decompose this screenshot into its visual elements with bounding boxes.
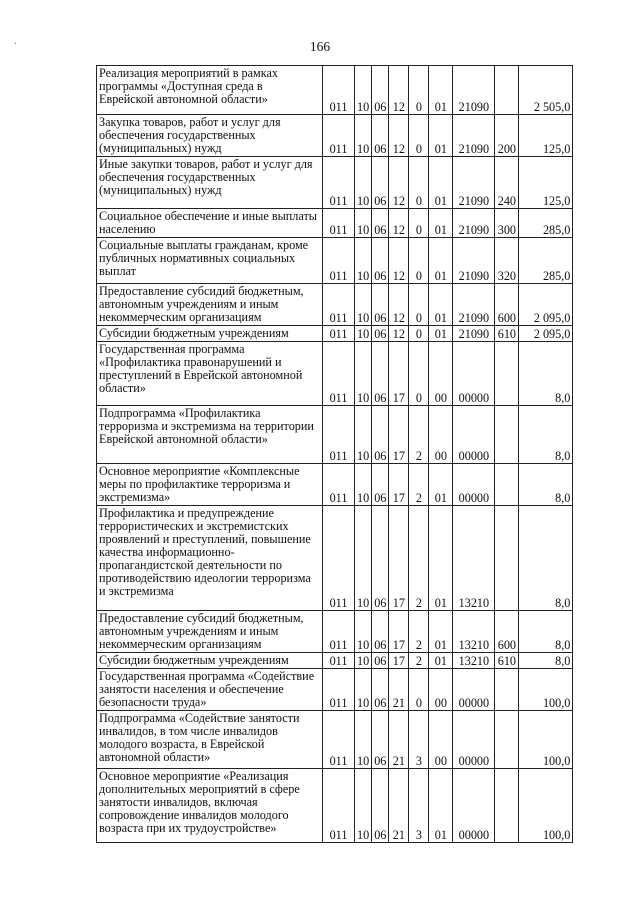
amount-cell: 100,0 (519, 769, 573, 843)
subprogram-code-cell: 0 (409, 669, 429, 711)
table-row (97, 406, 573, 464)
section-code-cell: 10 (355, 769, 372, 843)
section-code-cell: 10 (355, 115, 372, 157)
item-name: Закупка товаров, работ и услуг для обеспечения государственных (муниципальных) нужд (99, 115, 281, 155)
event-code-cell: 01 (429, 66, 453, 115)
subsection-code-cell: 06 (372, 406, 389, 464)
section-code-cell: 10 (355, 66, 372, 115)
subsection-code-cell: 06 (372, 711, 389, 769)
item-name: Субсидии бюджетным учреждениям (99, 326, 289, 340)
event-code-cell: 01 (429, 611, 453, 653)
ministry-code-cell: 011 (323, 157, 355, 209)
program-code-cell: 21 (389, 769, 409, 843)
expense-type-cell (495, 506, 519, 611)
item-name: Государственная программа «Содействие занятости населения и обеспечение безопасности труда» (99, 669, 315, 709)
item-name: Основное мероприятие «Комплексные меры по профилактике терроризма и экстремизма» (99, 464, 300, 504)
program-code-cell: 12 (389, 238, 409, 284)
program-code-cell: 17 (389, 653, 409, 669)
expense-type-cell: 610 (495, 326, 519, 342)
direction-code-cell: 21090 (453, 157, 495, 209)
program-code-cell: 17 (389, 406, 409, 464)
program-code-cell: 12 (389, 209, 409, 238)
item-name-cell (97, 711, 323, 769)
section-code-cell: 10 (355, 506, 372, 611)
expense-type-cell: 200 (495, 115, 519, 157)
direction-code-cell: 00000 (453, 406, 495, 464)
subsection-code-cell: 06 (372, 209, 389, 238)
item-name: Профилактика и предупреждение террористических и экстремистских проявлений и преступлений, повышение качества информационно-пропагандистской деятельности по противодействию идеологии терроризма и экстремизма (99, 506, 311, 598)
item-name-cell (97, 506, 323, 611)
direction-code-cell: 13210 (453, 611, 495, 653)
section-code-cell: 10 (355, 711, 372, 769)
program-code-cell: 17 (389, 506, 409, 611)
program-code-cell: 17 (389, 611, 409, 653)
program-code-cell: 17 (389, 342, 409, 406)
item-name: Иные закупки товаров, работ и услуг для обеспечения государственных (муниципальных) нужд (99, 157, 313, 197)
event-code-cell: 00 (429, 342, 453, 406)
section-code-cell: 10 (355, 406, 372, 464)
amount-cell: 2 505,0 (519, 66, 573, 115)
program-code-cell: 17 (389, 464, 409, 506)
item-name: Субсидии бюджетным учреждениям (99, 653, 289, 667)
expense-type-cell (495, 342, 519, 406)
table-row (97, 464, 573, 506)
direction-code-cell: 00000 (453, 342, 495, 406)
direction-code-cell: 00000 (453, 769, 495, 843)
item-name-cell (97, 669, 323, 711)
direction-code-cell: 21090 (453, 284, 495, 326)
amount-cell: 100,0 (519, 669, 573, 711)
subprogram-code-cell: 2 (409, 506, 429, 611)
direction-code-cell: 21090 (453, 326, 495, 342)
subsection-code-cell: 06 (372, 669, 389, 711)
ministry-code-cell: 011 (323, 711, 355, 769)
item-name-cell (97, 406, 323, 464)
event-code-cell: 01 (429, 464, 453, 506)
program-code-cell: 12 (389, 115, 409, 157)
amount-cell: 8,0 (519, 406, 573, 464)
subsection-code-cell: 06 (372, 238, 389, 284)
section-code-cell: 10 (355, 464, 372, 506)
event-code-cell: 01 (429, 238, 453, 284)
budget-table (96, 65, 573, 843)
table-row (97, 326, 573, 342)
section-code-cell: 10 (355, 238, 372, 284)
ministry-code-cell: 011 (323, 115, 355, 157)
program-code-cell: 21 (389, 669, 409, 711)
expense-type-cell (495, 669, 519, 711)
event-code-cell: 01 (429, 209, 453, 238)
item-name: Предоставление субсидий бюджетным, автономным учреждениям и иным некоммерческим организациям (99, 611, 304, 651)
item-name-cell (97, 157, 323, 209)
direction-code-cell: 21090 (453, 66, 495, 115)
table-row (97, 115, 573, 157)
amount-cell: 125,0 (519, 115, 573, 157)
amount-cell: 8,0 (519, 506, 573, 611)
table-row (97, 769, 573, 843)
subsection-code-cell: 06 (372, 769, 389, 843)
expense-type-cell (495, 464, 519, 506)
subprogram-code-cell: 0 (409, 342, 429, 406)
item-name: Подпрограмма «Профилактика терроризма и экстремизма на территории Еврейской автономной области» (99, 406, 314, 446)
direction-code-cell: 21090 (453, 238, 495, 284)
subprogram-code-cell: 0 (409, 284, 429, 326)
section-code-cell: 10 (355, 157, 372, 209)
ministry-code-cell: 011 (323, 406, 355, 464)
ministry-code-cell: 011 (323, 611, 355, 653)
event-code-cell: 01 (429, 115, 453, 157)
expense-type-cell (495, 711, 519, 769)
subprogram-code-cell: 2 (409, 611, 429, 653)
ministry-code-cell: 011 (323, 769, 355, 843)
amount-cell: 8,0 (519, 342, 573, 406)
ministry-code-cell: 011 (323, 284, 355, 326)
event-code-cell: 00 (429, 669, 453, 711)
expense-type-cell: 600 (495, 284, 519, 326)
table-row (97, 209, 573, 238)
ministry-code-cell: 011 (323, 464, 355, 506)
event-code-cell: 01 (429, 506, 453, 611)
program-code-cell: 12 (389, 326, 409, 342)
item-name-cell (97, 611, 323, 653)
subsection-code-cell: 06 (372, 611, 389, 653)
direction-code-cell: 13210 (453, 653, 495, 669)
subsection-code-cell: 06 (372, 464, 389, 506)
event-code-cell: 00 (429, 406, 453, 464)
direction-code-cell: 00000 (453, 669, 495, 711)
ministry-code-cell: 011 (323, 653, 355, 669)
amount-cell: 8,0 (519, 464, 573, 506)
subprogram-code-cell: 0 (409, 157, 429, 209)
expense-type-cell (495, 406, 519, 464)
section-code-cell: 10 (355, 342, 372, 406)
subsection-code-cell: 06 (372, 342, 389, 406)
ministry-code-cell: 011 (323, 326, 355, 342)
item-name: Социальные выплаты гражданам, кроме публичных нормативных социальных выплат (99, 238, 309, 278)
subprogram-code-cell: 3 (409, 769, 429, 843)
item-name-cell (97, 464, 323, 506)
subprogram-code-cell: 0 (409, 115, 429, 157)
amount-cell: 2 095,0 (519, 326, 573, 342)
item-name: Подпрограмма «Содействие занятости инвалидов, в том числе инвалидов молодого возраста, в Еврейской автономной области» (99, 711, 300, 764)
item-name: Социальное обеспечение и иные выплаты населению (99, 209, 317, 236)
section-code-cell: 10 (355, 209, 372, 238)
section-code-cell: 10 (355, 284, 372, 326)
expense-type-cell (495, 66, 519, 115)
ministry-code-cell: 011 (323, 238, 355, 284)
table-row (97, 342, 573, 406)
ministry-code-cell: 011 (323, 506, 355, 611)
item-name: Государственная программа «Профилактика правонарушений и преступлений в Еврейской автономной области» (99, 342, 303, 395)
item-name-cell (97, 769, 323, 843)
expense-type-cell: 240 (495, 157, 519, 209)
event-code-cell: 01 (429, 157, 453, 209)
ministry-code-cell: 011 (323, 342, 355, 406)
subprogram-code-cell: 0 (409, 326, 429, 342)
event-code-cell: 01 (429, 284, 453, 326)
program-code-cell: 12 (389, 284, 409, 326)
program-code-cell: 12 (389, 157, 409, 209)
item-name-cell (97, 342, 323, 406)
item-name-cell (97, 238, 323, 284)
item-name-cell (97, 284, 323, 326)
item-name-cell (97, 209, 323, 238)
table-row (97, 66, 573, 115)
section-code-cell: 10 (355, 611, 372, 653)
page-speck: . (14, 36, 17, 47)
event-code-cell: 01 (429, 326, 453, 342)
section-code-cell: 10 (355, 653, 372, 669)
subsection-code-cell: 06 (372, 326, 389, 342)
subsection-code-cell: 06 (372, 284, 389, 326)
item-name-cell (97, 326, 323, 342)
subsection-code-cell: 06 (372, 653, 389, 669)
table-row (97, 669, 573, 711)
item-name: Основное мероприятие «Реализация дополнительных мероприятий в сфере занятости инвалидов, включая сопровождение инвалидов молодого возраста при их трудоустройстве» (99, 769, 300, 835)
subsection-code-cell: 06 (372, 157, 389, 209)
amount-cell: 2 095,0 (519, 284, 573, 326)
item-name: Предоставление субсидий бюджетным, автономным учреждениям и иным некоммерческим организациям (99, 284, 304, 324)
direction-code-cell: 21090 (453, 209, 495, 238)
event-code-cell: 00 (429, 711, 453, 769)
amount-cell: 100,0 (519, 711, 573, 769)
item-name-cell (97, 653, 323, 669)
amount-cell: 285,0 (519, 238, 573, 284)
item-name-cell (97, 66, 323, 115)
expense-type-cell (495, 769, 519, 843)
item-name: Реализация мероприятий в рамках программы «Доступная среда в Еврейской автономной области» (99, 66, 278, 106)
subsection-code-cell: 06 (372, 506, 389, 611)
subprogram-code-cell: 2 (409, 406, 429, 464)
table-row (97, 506, 573, 611)
amount-cell: 8,0 (519, 653, 573, 669)
program-code-cell: 12 (389, 66, 409, 115)
event-code-cell: 01 (429, 653, 453, 669)
section-code-cell: 10 (355, 326, 372, 342)
subsection-code-cell: 06 (372, 115, 389, 157)
table-row (97, 238, 573, 284)
table-row (97, 157, 573, 209)
subprogram-code-cell: 0 (409, 209, 429, 238)
subprogram-code-cell: 3 (409, 711, 429, 769)
subprogram-code-cell: 0 (409, 66, 429, 115)
amount-cell: 8,0 (519, 611, 573, 653)
subprogram-code-cell: 0 (409, 238, 429, 284)
event-code-cell: 01 (429, 769, 453, 843)
subprogram-code-cell: 2 (409, 464, 429, 506)
program-code-cell: 21 (389, 711, 409, 769)
expense-type-cell: 600 (495, 611, 519, 653)
table-row (97, 611, 573, 653)
direction-code-cell: 13210 (453, 506, 495, 611)
expense-type-cell: 320 (495, 238, 519, 284)
item-name-cell (97, 115, 323, 157)
page-number: 166 (309, 39, 331, 54)
amount-cell: 125,0 (519, 157, 573, 209)
ministry-code-cell: 011 (323, 66, 355, 115)
direction-code-cell: 00000 (453, 464, 495, 506)
table-row (97, 284, 573, 326)
table-row (97, 711, 573, 769)
subprogram-code-cell: 2 (409, 653, 429, 669)
expense-type-cell: 610 (495, 653, 519, 669)
table-row (97, 653, 573, 669)
amount-cell: 285,0 (519, 209, 573, 238)
direction-code-cell: 00000 (453, 711, 495, 769)
expense-type-cell: 300 (495, 209, 519, 238)
direction-code-cell: 21090 (453, 115, 495, 157)
ministry-code-cell: 011 (323, 209, 355, 238)
section-code-cell: 10 (355, 669, 372, 711)
subsection-code-cell: 06 (372, 66, 389, 115)
ministry-code-cell: 011 (323, 669, 355, 711)
